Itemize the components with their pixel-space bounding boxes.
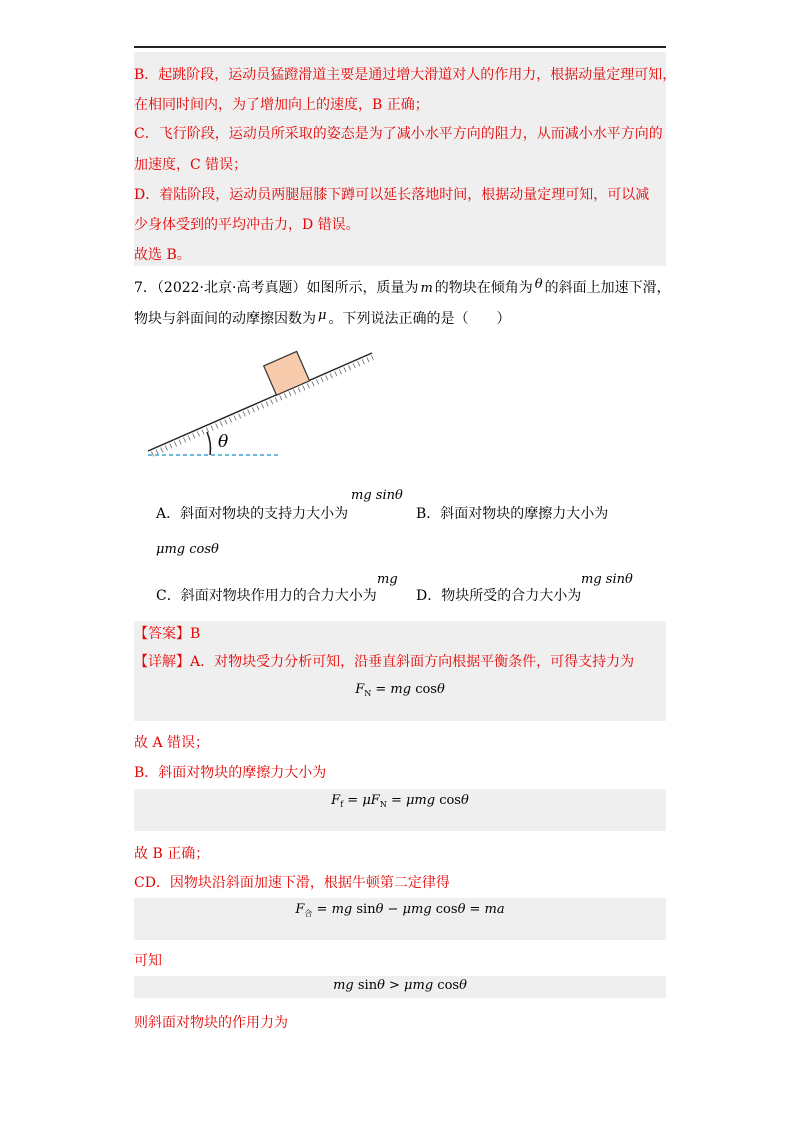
prev-line-c1: C．飞行阶段，运动员所采取的姿态是为了减小水平方向的阻力，从而减小水平方向的 — [134, 126, 663, 142]
b-right: 故 B 正确； — [134, 846, 210, 862]
option-a[interactable] — [156, 503, 348, 523]
option-d[interactable] — [416, 585, 581, 605]
option-b[interactable] — [416, 503, 608, 523]
answer-line — [134, 625, 200, 643]
option-d-text: D．物块所受的合力大小为 — [416, 588, 582, 604]
equation-4: mg sinθ > μmg cosθ — [333, 978, 467, 993]
answer-value: B — [190, 626, 201, 642]
a-wrong: 故 A 错误； — [134, 735, 210, 751]
figure-angle-label: θ — [218, 432, 229, 452]
prev-line-d2: 少身体受到的平均冲击力，D 错误。 — [134, 217, 360, 233]
option-a-formula: mg sinθ — [351, 488, 403, 503]
option-b-text: B．斜面对物块的摩擦力大小为 — [416, 506, 609, 522]
detail-line — [134, 653, 634, 671]
prev-line-b2: 在相同时间内，为了增加向上的速度，B 正确； — [134, 97, 429, 113]
incline-surface — [148, 353, 374, 458]
answer-label: 【答案】 — [134, 626, 190, 642]
mu-symbol: μ — [318, 308, 327, 323]
detail-text: A．对物块受力分析可知，沿垂直斜面方向根据平衡条件，可得支持力为 — [190, 654, 635, 670]
prev-line-d1: D．着陆阶段，运动员两腿屈膝下蹲可以延长落地时间，根据动量定理可知，可以减 — [134, 187, 650, 203]
option-c[interactable] — [156, 585, 377, 605]
angle-symbol: θ — [534, 277, 543, 292]
question-line-1 — [134, 276, 671, 298]
question-text-mid: 的物块在倾角为 — [434, 280, 533, 296]
question-line2-end: 。下列说法正确的是（ ） — [328, 311, 511, 327]
prev-line-c2: 加速度，C 错误； — [134, 157, 248, 173]
answer-box — [134, 621, 666, 721]
option-a-text: A．斜面对物块的支持力大小为 — [156, 506, 349, 522]
equation-3-box — [134, 898, 666, 940]
equation-4-box — [134, 976, 666, 998]
option-c-text: C．斜面对物块作用力的合力大小为 — [156, 588, 377, 604]
incline-figure — [140, 345, 380, 465]
equation-2: $F_f = \mu F_N = \mu mg$ cosθ — [331, 793, 469, 809]
option-c-formula: mg — [377, 572, 398, 587]
question-number: 7． — [134, 280, 157, 296]
option-b-formula: μmg cosθ — [156, 542, 219, 557]
prev-conclusion: 故选 B。 — [134, 247, 191, 263]
question-line2-start: 物块与斜面间的动摩擦因数为 — [134, 311, 316, 327]
prev-solution-box — [134, 52, 677, 266]
mass-symbol: m — [420, 281, 433, 296]
angle-arc — [207, 432, 210, 455]
cd-intro: CD．因物块沿斜面加速下滑，根据牛顿第二定律得 — [134, 875, 450, 891]
question-text-end: 的斜面上加速下滑， — [544, 280, 671, 296]
equation-2-box — [134, 789, 666, 831]
header-rule — [134, 46, 666, 48]
know-text: 可知 — [134, 953, 162, 969]
option-d-formula: mg sinθ — [581, 572, 633, 587]
equation-3: $F_合$ = mg sinθ − μmg cosθ = ma — [295, 902, 505, 918]
detail-label: 【详解】 — [134, 654, 190, 670]
prev-line-b1: B．起跳阶段，运动员猛蹬滑道主要是通过增大滑道对人的作用力，根据动量定理可知， — [134, 67, 677, 83]
question-source: （2022·北京·高考真题）如图所示，质量为 — [156, 280, 419, 296]
b-intro: B．斜面对物块的摩擦力大小为 — [134, 765, 327, 781]
final-text: 则斜面对物块的作用力为 — [134, 1015, 288, 1031]
equation-1: $F_N$ = mg cosθ — [355, 682, 445, 698]
question-line-2 — [134, 307, 510, 328]
